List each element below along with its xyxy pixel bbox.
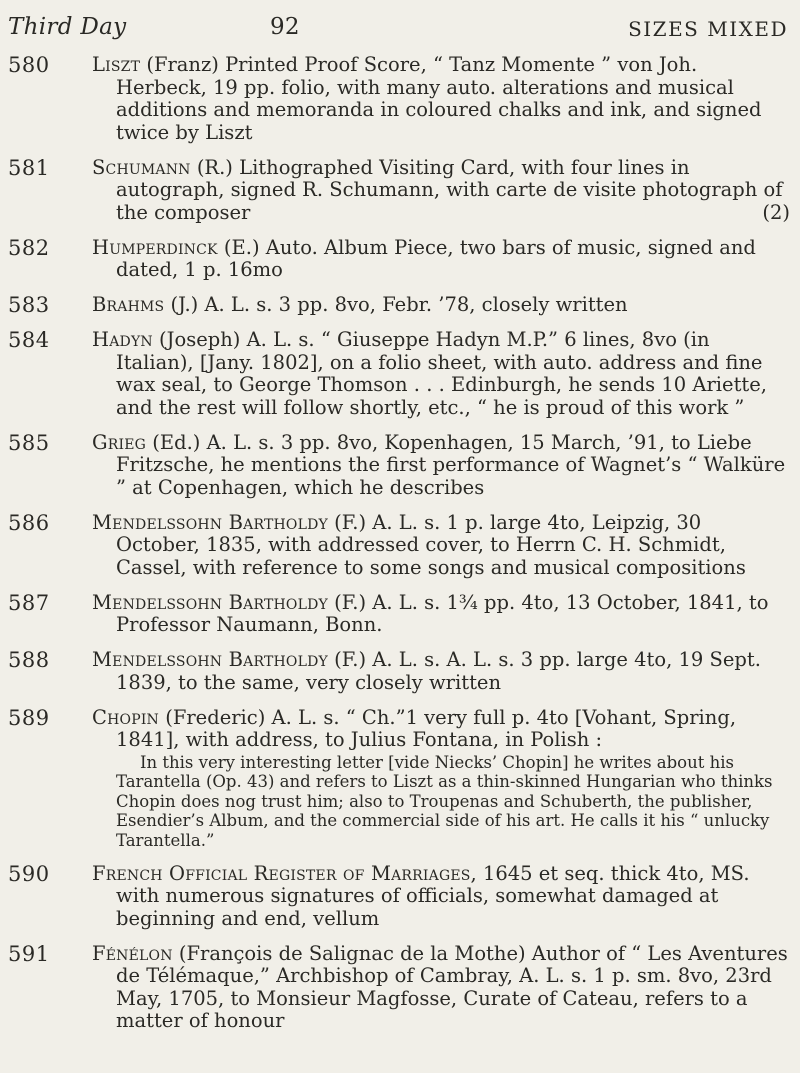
lot-description: (Franz) Printed Proof Score, “ Tanz Momente ” von Joh. Herbeck, 19 pp. folio, with many auto. alterations and musical additions and memoranda in coloured chalks and ink, and signed twice by Liszt [116, 53, 762, 144]
lot-name: Hadyn [92, 328, 153, 351]
lot-description: (Joseph) A. L. s. “ Giuseppe Hadyn M.P.” 6 lines, 8vo (in Italian), [Jany. 1802], on a folio sheet, with auto. address and fine wax seal, to George Thomson . . . Edinburgh, he sends 10 Ariette, and the rest will follow shortly, etc., “ he is proud of this work ” [116, 328, 767, 419]
lot-description: (F.) A. L. s. A. L. s. 3 pp. large 4to, 19 Sept. 1839, to the same, very closely written [116, 648, 761, 694]
lot-description: (François de Salignac de la Mothe) Author of “ Les Aventures de Télémaque,” Archbishop of Cambray, A. L. s. 1 p. sm. 8vo, 23rd May, 1705, to Monsieur Magfosse, Curate of Cateau, refers to a matter of honour [116, 941, 788, 1032]
lot-number: 580 [8, 53, 50, 77]
page-header [8, 14, 788, 42]
lot-name: Humperdinck [92, 235, 218, 259]
lot-number: 585 [8, 430, 50, 455]
lot-entry [8, 432, 790, 500]
lot-entry [8, 512, 790, 580]
lot-entry [8, 863, 790, 931]
lot-number: 583 [8, 293, 50, 317]
lot-number: 588 [8, 648, 50, 672]
lot-name: Brahms [92, 293, 165, 316]
lot-number: 581 [8, 155, 50, 180]
lot-entry [8, 649, 790, 694]
lot-name: Schumann [92, 155, 191, 179]
lot-entry [8, 592, 790, 637]
lot-name: French Official Register of Marriages [92, 861, 471, 885]
lot-name: Liszt [92, 53, 141, 76]
lot-description: , 1645 et seq. thick 4to, MS. with numerous signatures of officials, somewhat damaged at beginning and end, vellum [116, 861, 750, 930]
lot-name: Fénélon [92, 941, 173, 965]
lot-entry [8, 294, 790, 317]
lot-name: Grieg [92, 430, 147, 454]
lot-description: (F.) A. L. s. 1 p. large 4to, Leipzig, 30 October, 1835, with addressed cover, to Herrn C. H. Schmidt, Cassel, with reference to some songs and musical compositions [116, 510, 746, 579]
header-category: SIZES MIXED [628, 17, 788, 41]
lot-name: Chopin [92, 705, 160, 729]
lot-number: 587 [8, 590, 50, 615]
lot-name: Mendelssohn Bartholdy [92, 590, 328, 614]
lot-name: Mendelssohn Bartholdy [92, 510, 328, 534]
lot-entry [8, 54, 790, 144]
header-section-title: Third Day [8, 14, 127, 40]
lot-note: In this very interesting letter [vide Niecks’ Chopin] he writes about his Tarantella (Op. 43) and refers to Liszt as a thin-skinned Hungarian who thinks Chopin does nog trust him; also to Troupenas and Schuberth, the publisher, Esendier’s Album, and the commercial side of his art. He calls it his “ unlucky Tarantella.” [116, 752, 773, 850]
lot-description: (F.) A. L. s. 1¾ pp. 4to, 13 October, 1841, to Professor Naumann, Bonn. [116, 590, 769, 636]
lot-number: 589 [8, 705, 50, 730]
lot-entry [8, 707, 790, 851]
lot-description: (Frederic) A. L. s. “ Ch.”1 very full p. 4to [Vohant, Spring, 1841], with address, to Julius Fontana, in Polish : [116, 705, 737, 751]
lot-number: 591 [8, 941, 50, 966]
lot-quantity: (2) [762, 200, 790, 224]
lot-number: 582 [8, 235, 50, 260]
lot-entry [8, 157, 790, 225]
lot-number: 586 [8, 510, 50, 535]
lot-entry [8, 329, 790, 419]
lot-number: 590 [8, 861, 50, 886]
lot-number: 584 [8, 328, 50, 352]
lot-entry [8, 237, 790, 282]
lot-list [8, 54, 790, 1045]
lot-description: (Ed.) A. L. s. 3 pp. 8vo, Kopenhagen, 15 March, ’91, to Liebe Fritzsche, he mentions the first performance of Wagnet’s “ Walküre ” at Copenhagen, which he describes [116, 430, 786, 499]
page-number: 92 [270, 14, 300, 40]
lot-description: (R.) Lithographed Visiting Card, with four lines in autograph, signed R. Schumann, with carte de visite photograph of the composer [116, 155, 783, 224]
lot-name: Mendelssohn Bartholdy [92, 648, 328, 671]
lot-description: (J.) A. L. s. 3 pp. 8vo, Febr. ’78, closely written [164, 293, 628, 316]
lot-description: (E.) Auto. Album Piece, two bars of music, signed and dated, 1 p. 16mo [116, 235, 756, 281]
lot-entry [8, 943, 790, 1033]
